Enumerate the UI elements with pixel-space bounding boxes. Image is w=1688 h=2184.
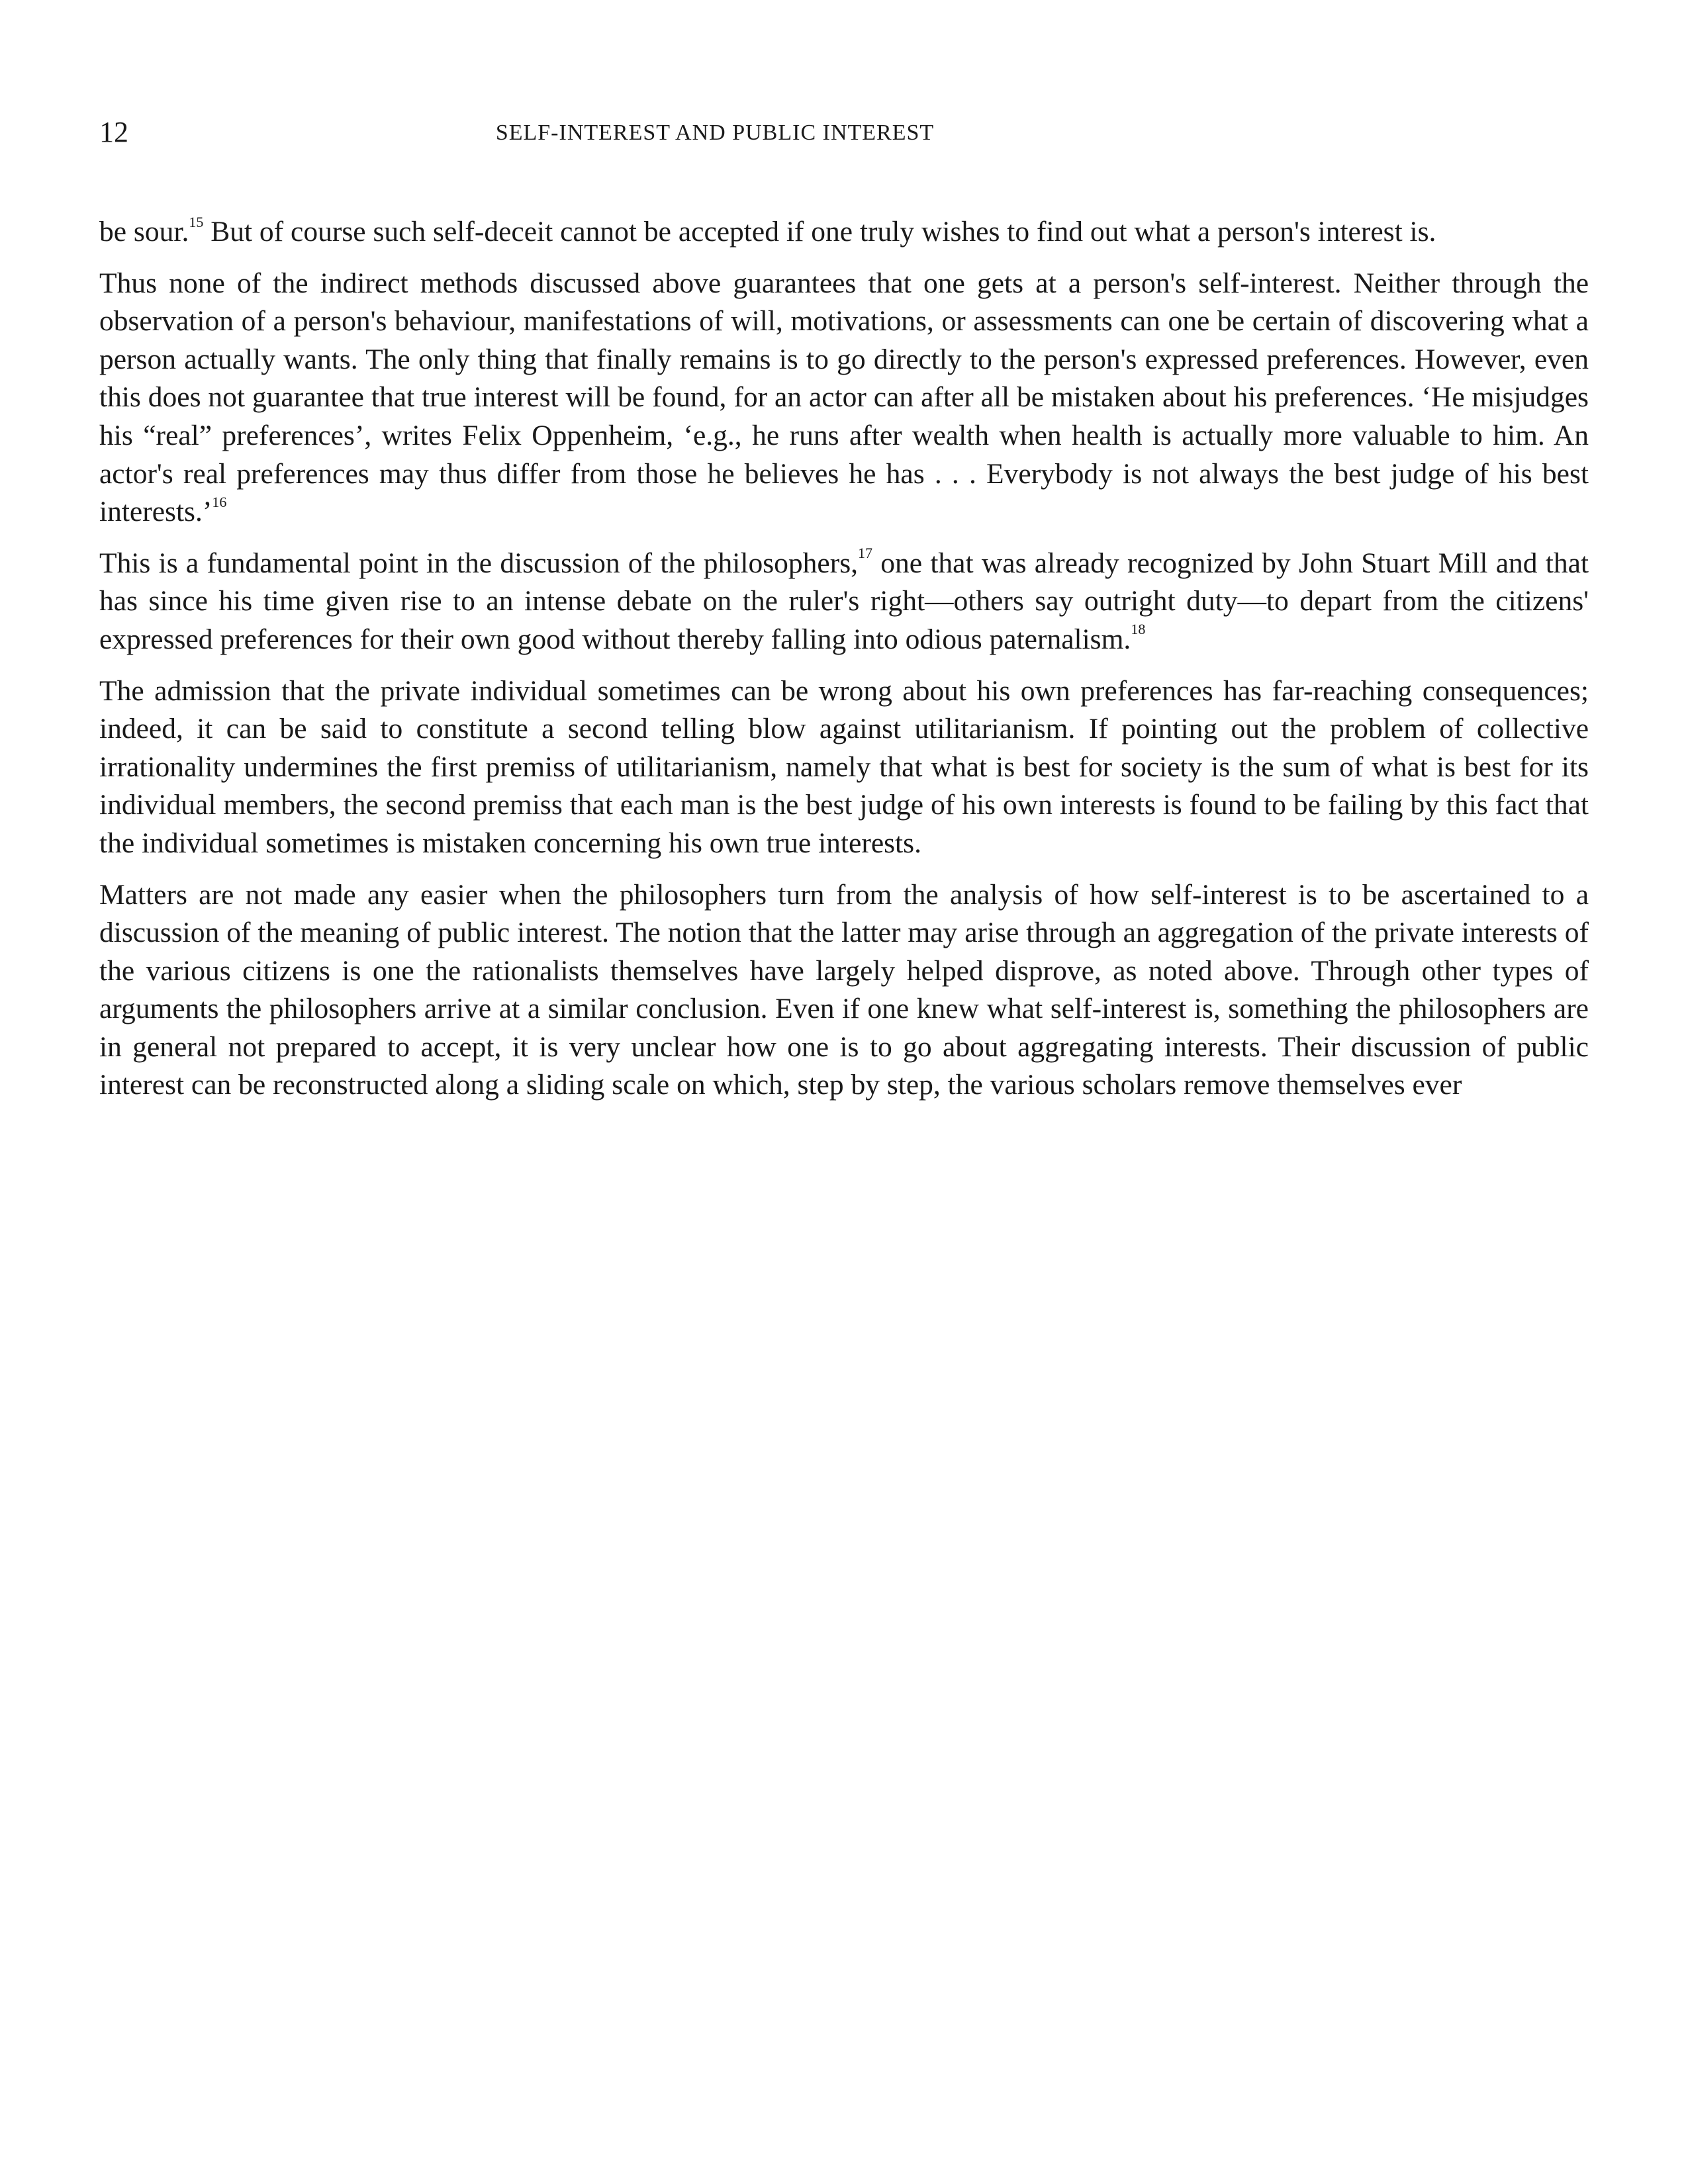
paragraph-text: be sour. <box>99 216 189 248</box>
paragraph-3 <box>99 545 1589 659</box>
paragraph-5 <box>99 876 1589 1105</box>
paragraph-2 <box>99 265 1589 531</box>
page-number: 12 <box>99 116 128 148</box>
paragraph-text: one that was already recognized by John Stuart Mill and that has since his time given rise to an intense debate on the ruler's right—others say outright duty—to depart from the citizens' expressed preferences for their own good without thereby falling into odious paternalism. <box>99 547 1589 655</box>
paragraph-text: The admission that the private individual sometimes can be wrong about his own preferences has far-reaching consequences; indeed, it can be said to constitute a second telling blow against utilitarianism. If pointing out the problem of collective irrationality undermines the first premiss of utilitarianism, namely that what is best for society is the sum of what is best for its individual members, the second premiss that each man is the best judge of his own interests is found to be failing by this fact that the individual sometimes is mistaken concerning his own true interests. <box>99 674 1589 859</box>
footnote-marker[interactable]: 17 <box>858 545 872 562</box>
paragraph-1 <box>99 213 1589 251</box>
paragraph-4 <box>99 672 1589 863</box>
body-text <box>99 213 1589 1118</box>
page-header <box>99 113 1589 152</box>
footnote-marker[interactable]: 15 <box>189 213 204 230</box>
paragraph-text: But of course such self-deceit cannot be accepted if one truly wishes to find out what a person's interest is. <box>203 216 1436 248</box>
paragraph-text: Thus none of the indirect methods discussed above guarantees that one gets at a person's self-interest. Neither through the observation of a person's behaviour, manifestations of will, motivations, or assessments can one be certain of discovering what a person actually wants. The only thing that finally remains is to go directly to the person's expressed preferences. However, even this does not guarantee that true interest will be found, for an actor can after all be mistaken about his preferences. ‘He misjudges his “real” preferences’, writes Felix Oppenheim, ‘e.g., he runs after wealth when health is actually more valuable to him. An actor's real preferences may thus differ from those he believes he has . . . Everybody is not always the best judge of his best interests.’ <box>99 267 1589 528</box>
paragraph-text: Matters are not made any easier when the philosophers turn from the analysis of how self-interest is to be ascertained to a discussion of the meaning of public interest. The notion that the latter may arise through an aggregation of the private interests of the various citizens is one the rationalists themselves have largely helped disprove, as noted above. Through other types of arguments the philosophers arrive at a similar conclusion. Even if one knew what self-interest is, something the philosophers are in general not prepared to accept, it is very unclear how one is to go about aggregating interests. Their discussion of public interest can be reconstructed along a sliding scale on which, step by step, the various scholars remove themselves ever <box>99 878 1589 1101</box>
paragraph-text: This is a fundamental point in the discussion of the philosophers, <box>99 547 858 579</box>
running-head: SELF-INTEREST AND PUBLIC INTEREST <box>495 120 935 145</box>
footnote-marker[interactable]: 16 <box>212 493 227 510</box>
footnote-marker[interactable]: 18 <box>1131 621 1146 638</box>
